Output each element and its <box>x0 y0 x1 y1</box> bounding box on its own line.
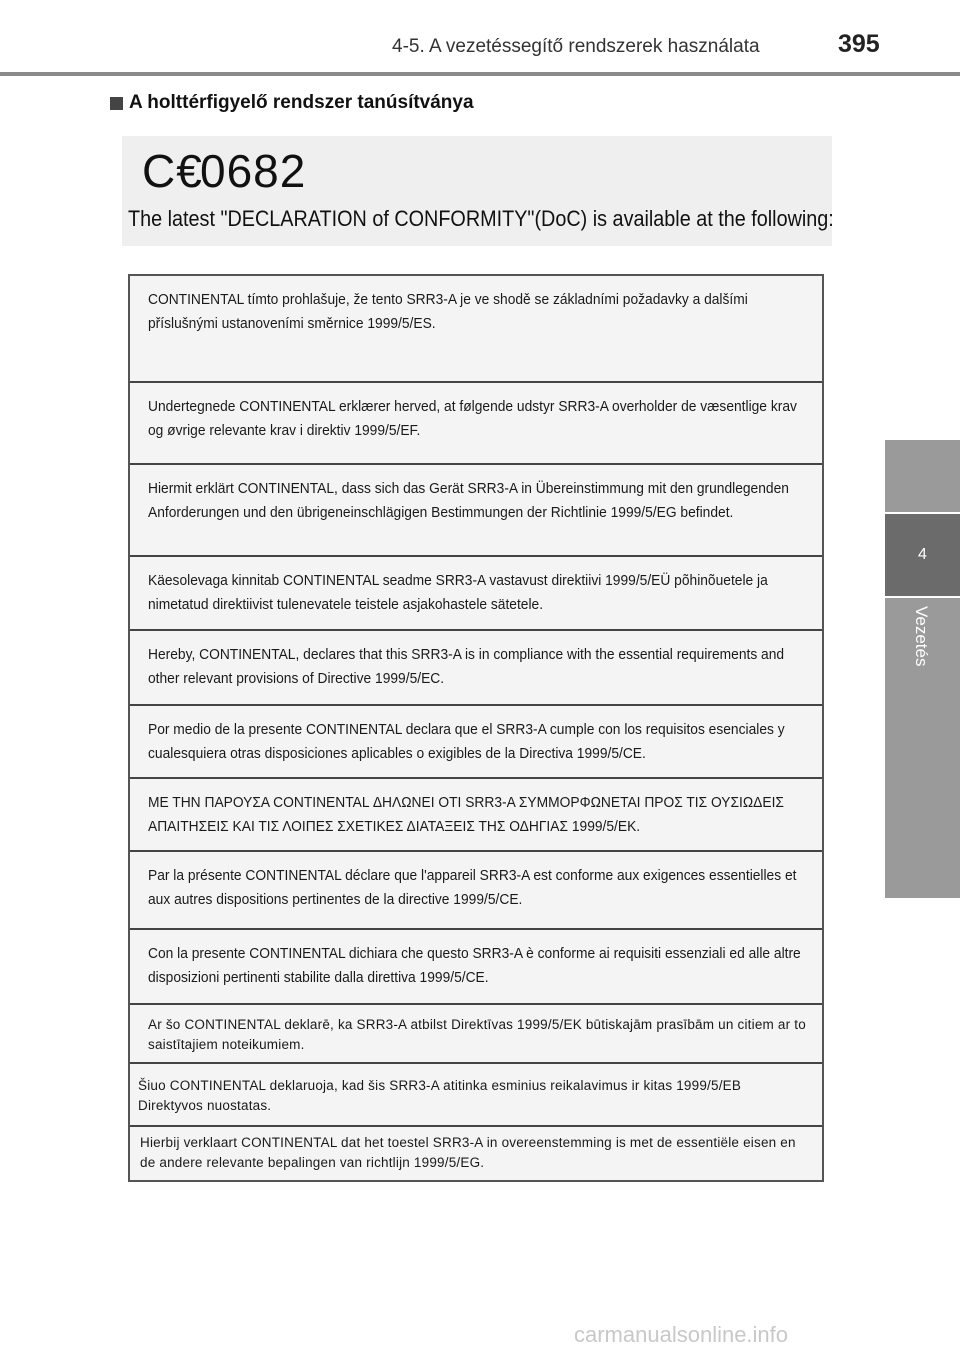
declaration-table <box>128 274 824 1182</box>
chapter-label: Vezetés <box>912 606 931 667</box>
declaration-text: CONTINENTAL tímto prohlašuje, že tento SRR3-A je ve shodě se základními požadavky a dalšími příslušnými ustanoveními směrnice 1999/5/ES. <box>148 291 748 332</box>
declaration-row-et <box>130 557 822 631</box>
declaration-text: Hereby, CONTINENTAL, declares that this SRR3-A is in compliance with the essential requirements and other relevant provisions of Directive 1999/5/EC. <box>148 646 785 687</box>
declaration-row-it <box>130 930 822 1005</box>
side-tab-bottom <box>885 598 960 898</box>
declaration-text: Hierbij verklaart CONTINENTAL dat het toestel SRR3-A in overeenstemming is met de essentiële eisen en de andere relevante bepalingen van richtlijn 1999/5/EG. <box>140 1135 796 1170</box>
ce-mark-logo: C€ <box>142 145 203 197</box>
declaration-row-el <box>130 779 822 852</box>
side-tab-top <box>885 440 960 512</box>
header-divider <box>0 72 960 76</box>
declaration-text: ΜΕ ΤΗΝ ΠΑΡΟΥΣΑ CONTINENTAL ΔΗΛΩΝΕΙ ΟΤΙ SRR3-A ΣΥΜΜΟΡΦΩΝΕΤΑΙ ΠΡΟΣ ΤΙΣ ΟΥΣΙΩΔΕΙΣ ΑΠΑΙΤΗΣΕΙΣ ΚΑΙ ΤΙΣ ΛΟΙΠΕΣ ΣΧΕΤΙΚΕΣ ΔΙΑΤΑΞΕΙΣ ΤΗΣ ΟΔΗΓΙΑΣ 1999/5/ΕΚ. <box>148 794 784 835</box>
declaration-row-es <box>130 706 822 779</box>
declaration-text: Por medio de la presente CONTINENTAL declara que el SRR3-A cumple con los requisitos esenciales y cualesquiera otras disposiciones aplicables o exigibles de la Directiva 1999/5/CE. <box>148 721 785 762</box>
chapter-number: 4 <box>885 514 960 596</box>
declaration-text: Par la présente CONTINENTAL déclare que l'appareil SRR3-A est conforme aux exigences essentielles et aux autres dispositions pertinentes de la directive 1999/5/CE. <box>148 867 797 908</box>
declaration-row-fr <box>130 852 822 930</box>
declaration-row-lv <box>130 1005 822 1064</box>
doc-availability-line: The latest "DECLARATION of CONFORMITY"(DoC) is available at the following: <box>128 206 834 231</box>
declaration-row-en <box>130 631 822 706</box>
notified-body-number: 0682 <box>200 145 307 197</box>
declaration-text: Käesolevaga kinnitab CONTINENTAL seadme SRR3-A vastavust direktiivi 1999/5/EÜ põhinõuetele ja nimetatud direktiivist tulenevatele teistele asjakohastele sätetele. <box>148 572 768 613</box>
watermark-text: carmanualsonline.info <box>574 1322 789 1347</box>
page-number: 395 <box>838 30 880 58</box>
bullet-square-icon <box>110 97 123 110</box>
declaration-row-lt <box>130 1064 822 1127</box>
declaration-text: Ar šo CONTINENTAL deklarē, ka SRR3-A atbilst Direktīvas 1999/5/EK būtiskajām prasībām un citiem ar to saistītajiem noteikumiem. <box>148 1017 806 1052</box>
section-heading <box>110 92 474 114</box>
declaration-row-cs <box>130 276 822 383</box>
declaration-row-da <box>130 383 822 465</box>
ce-certificate-header <box>122 136 832 246</box>
declaration-row-nl <box>130 1127 822 1180</box>
declaration-text: Undertegnede CONTINENTAL erklærer herved, at følgende udstyr SRR3-A overholder de væsentlige krav og øvrige relevante krav i direktiv 1999/5/EF. <box>148 398 797 439</box>
declaration-row-de <box>130 465 822 557</box>
declaration-text: Hiermit erklärt CONTINENTAL, dass sich das Gerät SRR3-A in Übereinstimmung mit den grundlegenden Anforderungen und den übrigeneinschlägigen Bestimmungen der Richtlinie 1999/5/EG befindet. <box>148 480 789 521</box>
section-heading-text: A holttérfigyelő rendszer tanúsítványa <box>129 92 474 113</box>
declaration-text: Con la presente CONTINENTAL dichiara che questo SRR3-A è conforme ai requisiti essenziali ed alle altre disposizioni pertinenti stabilite dalla direttiva 1999/5/CE. <box>148 945 801 986</box>
declaration-text: Šiuo CONTINENTAL deklaruoja, kad šis SRR3-A atitinka esminius reikalavimus ir kitas 1999/5/EB Direktyvos nuostatas. <box>138 1078 742 1113</box>
header-title: 4-5. A vezetéssegítő rendszerek használata <box>392 36 760 57</box>
